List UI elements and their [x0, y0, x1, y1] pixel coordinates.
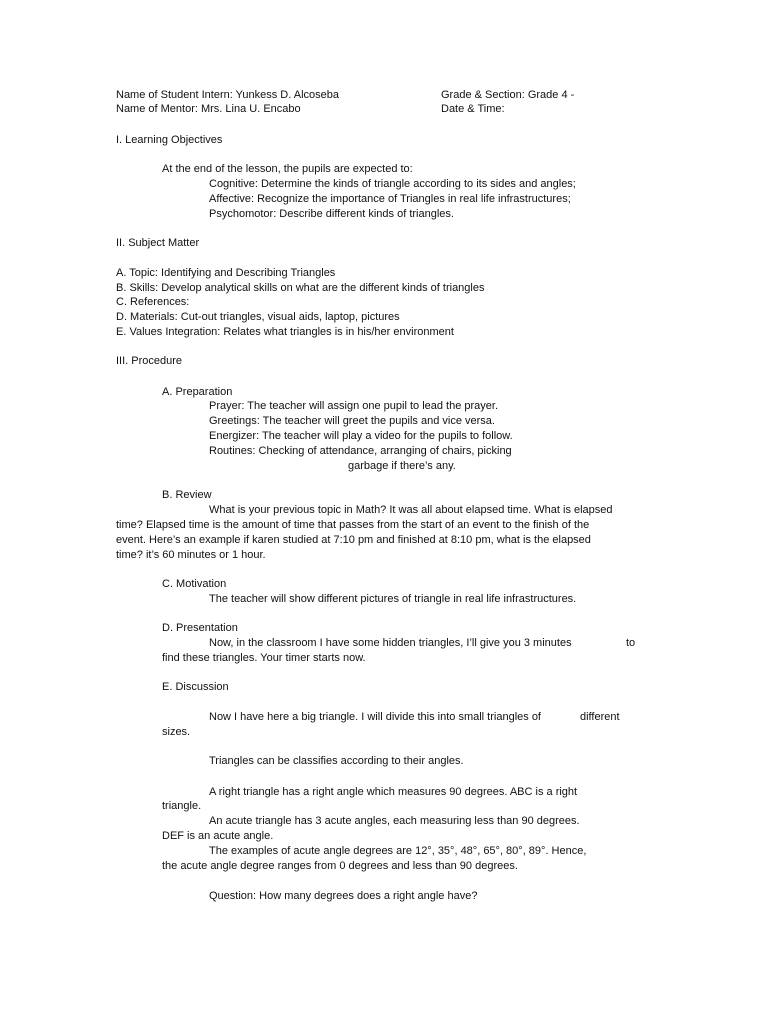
discussion-p4: An acute triangle has 3 acute angles, each measuring less than 90 degrees.: [209, 815, 580, 827]
motivation-line-1: The teacher will show different pictures of triangle in real life infrastructures.: [209, 593, 577, 605]
objective-affective: Affective: Recognize the importance of Triangles in real life infrastructures;: [209, 193, 571, 205]
preparation-routines: Routines: Checking of attendance, arranging of chairs, picking: [209, 445, 512, 457]
subject-topic: A. Topic: Identifying and Describing Triangles: [116, 267, 336, 279]
presentation-heading: D. Presentation: [162, 622, 238, 634]
objective-cognitive: Cognitive: Determine the kinds of triangle according to its sides and angles;: [209, 178, 576, 190]
preparation-prayer: Prayer: The teacher will assign one pupil to lead the prayer.: [209, 400, 499, 412]
objective-psychomotor: Psychomotor: Describe different kinds of triangles.: [209, 208, 454, 220]
review-line-4: time? it’s 60 minutes or 1 hour.: [116, 549, 266, 561]
subject-materials: D. Materials: Cut-out triangles, visual aids, laptop, pictures: [116, 311, 400, 323]
discussion-p5: The examples of acute angle degrees are 12°, 35°, 48°, 65°, 80°, 89°. Hence,: [209, 845, 587, 857]
presentation-line-1: Now, in the classroom I have some hidden triangles, I’ll give you 3 minutes: [209, 637, 572, 649]
review-line-1: What is your previous topic in Math? It was all about elapsed time. What is elapsed: [209, 504, 613, 516]
discussion-p3-cont: triangle.: [162, 800, 202, 812]
objectives-heading: I. Learning Objectives: [116, 134, 223, 146]
discussion-p1: Now I have here a big triangle. I will divide this into small triangles of: [209, 711, 541, 723]
review-heading: B. Review: [162, 489, 212, 501]
discussion-p2: Triangles can be classifies according to their angles.: [209, 755, 464, 767]
presentation-line-2: find these triangles. Your timer starts now.: [162, 652, 366, 664]
discussion-p5-cont: the acute angle degree ranges from 0 degrees and less than 90 degrees.: [162, 860, 518, 872]
grade-section: Grade & Section: Grade 4 -: [441, 89, 575, 101]
objectives-intro: At the end of the lesson, the pupils are expected to:: [162, 163, 413, 175]
review-line-2: time? Elapsed time is the amount of time that passes from the start of an event to the finish of the: [116, 519, 590, 531]
mentor-name: Name of Mentor: Mrs. Lina U. Encabo: [116, 103, 301, 115]
procedure-heading: III. Procedure: [116, 355, 183, 367]
preparation-greetings: Greetings: The teacher will greet the pupils and vice versa.: [209, 415, 495, 427]
subject-heading: II. Subject Matter: [116, 237, 200, 249]
discussion-p4-cont: DEF is an acute angle.: [162, 830, 274, 842]
preparation-energizer: Energizer: The teacher will play a video for the pupils to follow.: [209, 430, 513, 442]
discussion-p3: A right triangle has a right angle which measures 90 degrees. ABC is a right: [209, 786, 578, 798]
review-line-3: event. Here’s an example if karen studied at 7:10 pm and finished at 8:10 pm, what is the elapsed: [116, 534, 591, 546]
presentation-line-1-end: to: [626, 637, 636, 649]
discussion-p1-end: different: [580, 711, 620, 723]
subject-skills: B. Skills: Develop analytical skills on what are the different kinds of triangles: [116, 282, 485, 294]
discussion-question: Question: How many degrees does a right angle have?: [209, 890, 478, 902]
preparation-routines-cont: garbage if there’s any.: [348, 460, 456, 472]
motivation-heading: C. Motivation: [162, 578, 227, 590]
subject-values: E. Values Integration: Relates what triangles is in his/her environment: [116, 326, 454, 338]
discussion-heading: E. Discussion: [162, 681, 229, 693]
date-time: Date & Time:: [441, 103, 505, 115]
discussion-p1-cont: sizes.: [162, 726, 191, 738]
subject-references: C. References:: [116, 296, 190, 308]
student-intern-name: Name of Student Intern: Yunkess D. Alcoseba: [116, 89, 339, 101]
preparation-heading: A. Preparation: [162, 386, 233, 398]
